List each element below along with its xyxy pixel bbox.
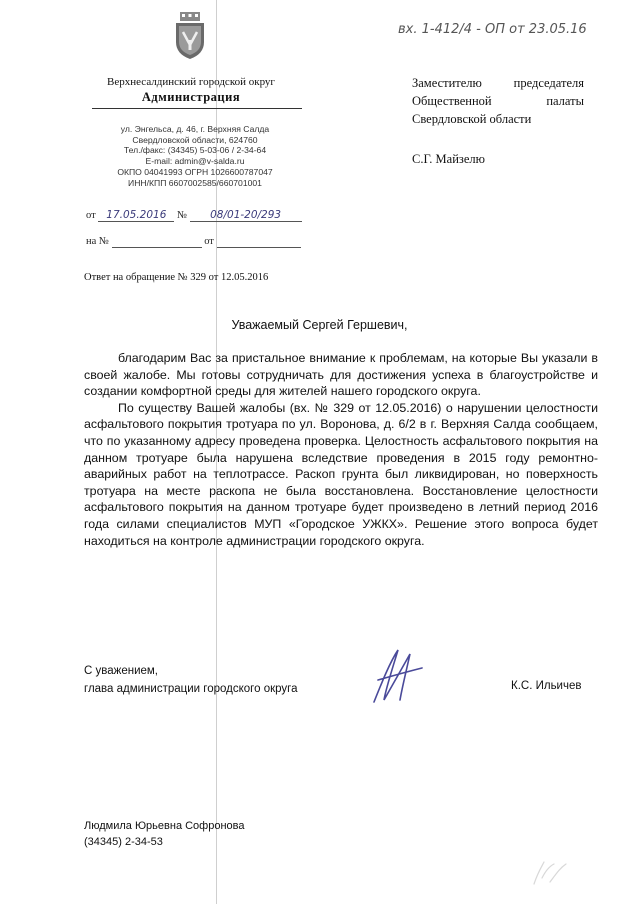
incoming-ref-label: на № — [86, 236, 109, 247]
incoming-ref-from-label: от — [204, 236, 214, 247]
incoming-ref-date-blank — [217, 236, 301, 248]
closing-block — [84, 662, 297, 698]
recipient-line: Свердловской области — [412, 112, 532, 126]
recipient-block — [412, 74, 584, 128]
body-paragraph: благодарим Вас за пристальное внимание к проблемам, на которые Вы указали в своей жалобе. Мы готовы сотрудничать для достижения успеха в благоустройстве и создании комфортной среды для жителей нашего городского округа. — [84, 351, 598, 399]
executor-name: Людмила Юрьевна Софронова — [84, 820, 245, 832]
body-paragraph: По существу Вашей жалобы (вх. № 329 от 12.05.2016) о нарушении целостности асфальтового покрытия тротуара по ул. Воронова, д. 6/2 в г. Верхняя Салда сообщаем, что по указанному адресу проведена проверка. Целостность асфальтового покрытия на данном тротуаре была нарушена вследствие проведения в 2015 году ремонтно-аварийных работ на теплотрассе. Раскоп грунта был ликвидирован, но поверхность тротуара на месте раскопа не была восстановлена. Восстановление целостности асфальтового покрытия на данном тротуаре будет произведено в летний период 2016 года силами специалистов МУП «Городское УЖКХ». Решение этого вопроса будет находиться на контроле администрации городского округа. — [84, 400, 598, 548]
recipient-name: С.Г. Майзелю — [412, 152, 485, 166]
letter-body — [84, 350, 598, 549]
executor-phone: (34345) 2-34-53 — [84, 836, 163, 848]
executor-block — [84, 818, 245, 850]
contact-line: ОКПО 04041993 ОГРН 1026600787047 — [117, 166, 273, 177]
faint-handwritten-mark — [530, 858, 570, 888]
org-name: Верхнесалдинский городской округ — [107, 76, 275, 88]
org-contacts — [95, 124, 295, 188]
contact-line: ИНН/КПП 6607002585/660701001 — [128, 177, 262, 188]
org-title: Администрация — [141, 90, 241, 104]
contact-line: Тел./факс: (34345) 5-03-06 / 2-34-64 — [123, 145, 267, 156]
registration-incoming-ref — [86, 236, 301, 248]
coat-of-arms-emblem — [173, 12, 207, 60]
reply-reference: Ответ на обращение № 329 от 12.05.2016 — [84, 272, 269, 283]
recipient-line: Заместителю председателя — [412, 76, 584, 90]
contact-line: ул. Энгельса, д. 46, г. Верхняя Салда — [120, 124, 270, 134]
registration-outgoing — [86, 209, 302, 222]
recipient-line: Общественной палаты — [412, 94, 584, 108]
registration-number-label: № — [176, 210, 187, 221]
signer-position: глава администрации городского округа — [84, 683, 298, 695]
registration-date: 17.05.2016 — [98, 209, 174, 222]
closing-regards: С уважением, — [84, 665, 158, 677]
signer-name: К.С. Ильичев — [511, 680, 582, 692]
registration-number: 08/01-20/293 — [190, 209, 302, 222]
registration-from-label: от — [86, 210, 96, 221]
contact-line: Свердловской области, 624760 — [132, 134, 258, 145]
letterhead-divider — [92, 108, 302, 109]
salutation: Уважаемый Сергей Гершевич, — [231, 318, 408, 332]
handwritten-signature — [362, 642, 432, 712]
contact-line: E-mail: admin@v-salda.ru — [145, 156, 245, 167]
incoming-stamp: вх. 1-412/4 - ОП от 23.05.16 — [398, 22, 587, 37]
incoming-ref-number-blank — [112, 236, 202, 248]
